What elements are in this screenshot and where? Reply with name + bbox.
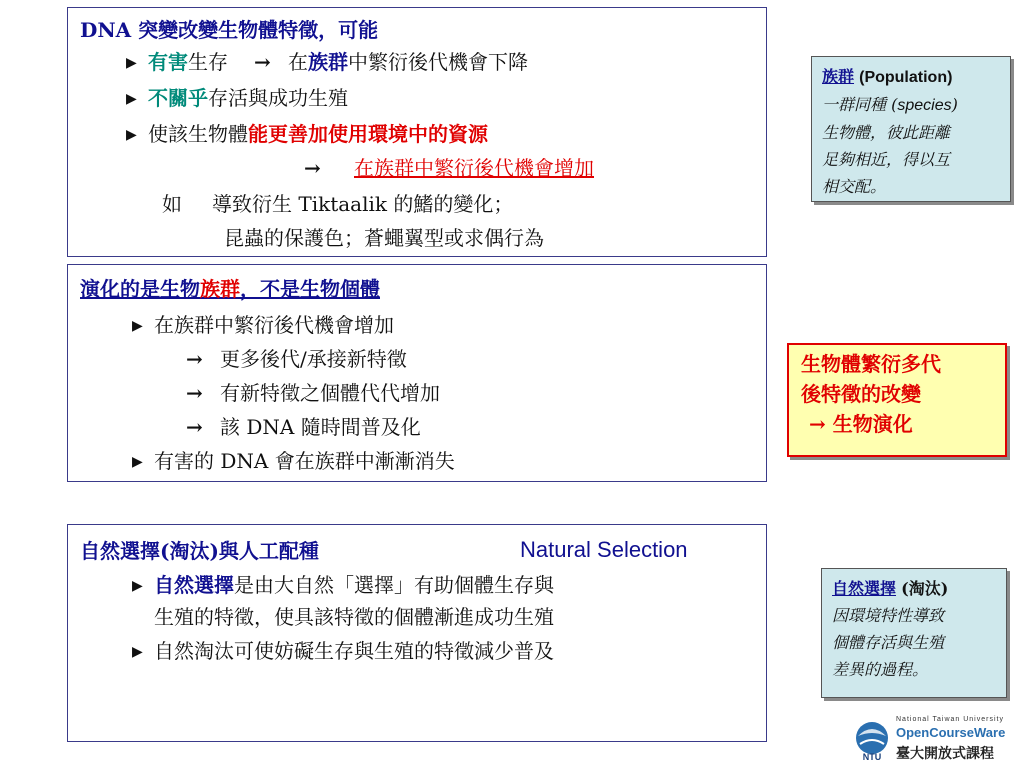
bullet-icon: ▶: [132, 578, 143, 594]
selection-def-line: 差異的過程。: [832, 660, 929, 679]
svg-text:NTU: NTU: [862, 752, 882, 762]
bullet-icon: ▶: [126, 127, 137, 143]
bullet-icon: ▶: [132, 454, 143, 470]
mutation-item-result: → 在族群中繁衍後代機會增加: [304, 156, 594, 180]
mutation-item-neutral: ▶ 不關乎存活與成功生殖: [126, 84, 348, 113]
logo-university: National Taiwan University: [896, 716, 1004, 723]
mutation-title: DNA 突變改變生物體特徵，可能: [80, 18, 379, 42]
population-def-line: 足夠相近，得以互: [822, 150, 951, 169]
logo-chinese: 臺大開放式課程: [896, 746, 994, 762]
arrow-icon: →: [304, 156, 321, 180]
evolution-box: [67, 264, 767, 482]
arrow-icon: →: [186, 347, 203, 371]
evolution-sub-1: → 更多後代/承接新特徵: [186, 347, 407, 371]
logo-ocw: OpenCourseWare: [896, 725, 1006, 740]
evolution-sub-3: → 該 DNA 隨時間普及化: [186, 415, 421, 439]
arrow-icon: →: [809, 412, 826, 436]
population-def-line: 生物體，彼此距離: [822, 123, 951, 142]
arrow-icon: →: [186, 381, 203, 405]
summary-line: 後特徵的改變: [801, 382, 921, 406]
evolution-item-2: ▶ 有害的 DNA 會在族群中漸漸消失: [132, 447, 455, 476]
evolution-title: 演化的是生物族群，不是生物個體: [80, 277, 380, 301]
selection-item-1: ▶ 自然選擇是由大自然「選擇」有助個體生存與: [132, 571, 554, 600]
arrow-icon: →: [186, 415, 203, 439]
evolution-sub-2: → 有新特徵之個體代代增加: [186, 381, 440, 405]
population-def-line: 一群同種 (species): [822, 95, 958, 114]
population-term: 族群 (Population): [822, 67, 953, 86]
selection-def-line: 個體存活與生殖: [832, 633, 945, 652]
arrow-icon: →: [254, 50, 271, 74]
selection-title-en: Natural Selection: [520, 537, 688, 562]
mutation-item-harmful: ▶ 有害生存 → 在族群中繁衍後代機會下降: [126, 48, 528, 77]
population-definition: [811, 56, 1011, 202]
evolution-item-1: ▶ 在族群中繁衍後代機會增加: [132, 311, 394, 340]
bullet-icon: ▶: [126, 91, 137, 107]
selection-title: 自然選擇(淘汰)與人工配種: [80, 539, 319, 563]
selection-term: 自然選擇 (淘汰): [832, 579, 949, 598]
summary-line: 生物體繁衍多代: [801, 352, 941, 376]
globe-icon: [852, 718, 892, 762]
mutation-example-1: 如 導致衍生 Tiktaalik 的鰭的變化；: [162, 192, 514, 216]
selection-item-2: ▶ 自然淘汰可使妨礙生存與生殖的特徵減少普及: [132, 637, 554, 666]
evolution-summary-note: [787, 343, 1007, 457]
mutation-box: [67, 7, 767, 257]
mutation-example-2: 昆蟲的保護色；蒼蠅翼型或求偶行為: [224, 226, 544, 250]
bullet-icon: ▶: [132, 318, 143, 334]
selection-def-line: 因環境特性導致: [832, 606, 945, 625]
ntu-ocw-logo: [852, 716, 1022, 764]
mutation-item-beneficial: ▶ 使該生物體能更善加使用環境中的資源: [126, 120, 488, 149]
bullet-icon: ▶: [132, 644, 143, 660]
natural-selection-definition: [821, 568, 1007, 698]
selection-item-1-cont: 生殖的特徵，使具該特徵的個體漸進成功生殖: [154, 605, 554, 629]
summary-line: → 生物演化: [809, 412, 913, 436]
selection-box: [67, 524, 767, 742]
population-def-line: 相交配。: [822, 177, 887, 196]
bullet-icon: ▶: [126, 55, 137, 71]
